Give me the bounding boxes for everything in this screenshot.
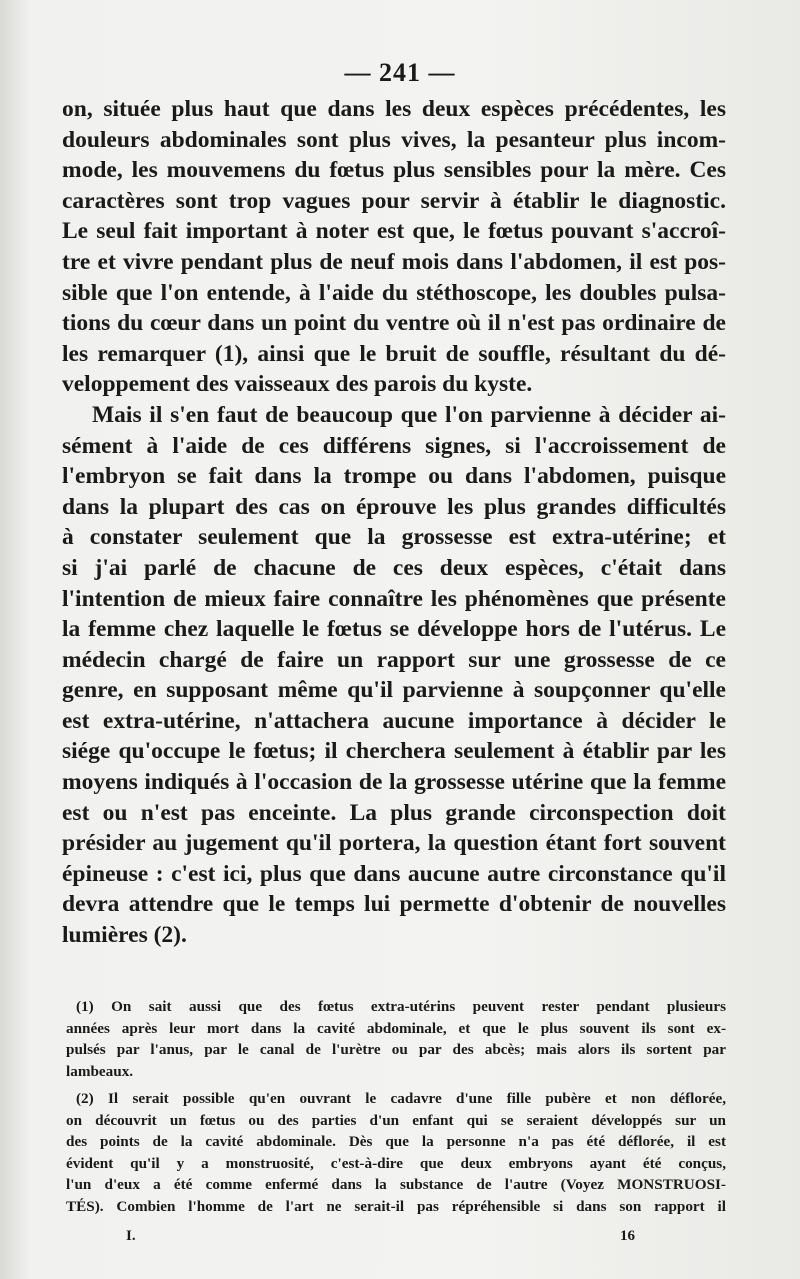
footnote-line: années après leur mort dans la cavité abdominale, et que le plus souvent ils sont ex-	[66, 1019, 726, 1037]
text-line: Mais il s'en faut de beaucoup que l'on parvienne à décider ai-	[92, 401, 726, 428]
text-line: siége qu'occupe le fœtus; il cherchera seulement à établir par les	[62, 738, 726, 765]
text-line: lumières (2).	[62, 922, 187, 949]
text-line: les remarquer (1), ainsi que le bruit de souffle, résultant du dé-	[62, 340, 726, 367]
footnotes	[66, 996, 726, 1217]
text-line: douleurs abdominales sont plus vives, la pesanteur plus incom-	[62, 126, 726, 153]
text-line: est ou n'est pas enceinte. La plus grande circonspection doit	[62, 799, 726, 826]
page-number: — 241 —	[344, 58, 456, 87]
text-line: tions du cœur dans un point du ventre où il n'est pas ordinaire de	[62, 310, 726, 337]
footnote-line: TÉS). Combien l'homme de l'art ne serait-il pas répréhensible si dans son rapport il	[66, 1197, 726, 1215]
text-line: l'intention de mieux faire connaître les phénomènes que présente	[62, 585, 726, 612]
text-line: sément à l'aide de ces différens signes, si l'accroissement de	[62, 432, 726, 459]
footnote-2	[66, 1088, 726, 1217]
text-line: mode, les mouvemens du fœtus plus sensibles pour la mère. Ces	[62, 157, 726, 184]
text-line: présider au jugement qu'il portera, la question étant fort souvent	[62, 830, 726, 857]
text-line: genre, en supposant même qu'il parvienne à soupçonner qu'elle	[62, 677, 726, 704]
footnote-line: l'un d'eux a été comme enfermé dans la substance de l'autre (Voyez MONSTRUOSI-	[66, 1176, 726, 1193]
paragraph-2	[62, 400, 726, 951]
footnote-line: lambeaux.	[66, 1062, 134, 1080]
paragraph-1	[62, 94, 726, 400]
text-line: tre et vivre pendant plus de neuf mois dans l'abdomen, il est pos-	[62, 248, 726, 275]
signature-mark-left: I.	[126, 1228, 136, 1244]
text-line: on, située plus haut que dans les deux espèces précédentes, les	[62, 96, 726, 122]
footnote-line: pulsés par l'anus, par le canal de l'urètre ou par des abcès; mais alors ils sortent par	[66, 1041, 726, 1058]
footnote-line: on découvrit un fœtus ou des parties d'un enfant qui se seraient développés sur un	[66, 1111, 726, 1129]
footnote-line: évident qu'il y a monstruosité, c'est-à-dire que deux embryons ayant été conçus,	[66, 1154, 726, 1172]
text-line: l'embryon se fait dans la trompe ou dans l'abdomen, puisque	[62, 463, 726, 490]
footnote-line: (1) On sait aussi que des fœtus extra-utérins peuvent rester pendant plusieurs	[76, 998, 726, 1015]
footnote-line: (2) Il serait possible qu'en ouvrant le cadavre d'une fille pubère et non déflorée,	[76, 1090, 726, 1107]
text-line: dans la plupart des cas on éprouve les plus grandes difficultés	[62, 493, 726, 520]
text-line: Le seul fait important à noter est que, le fœtus pouvant s'accroî-	[62, 218, 726, 245]
main-text	[62, 94, 726, 951]
text-line: à constater seulement que la grossesse est extra-utérine; et	[62, 524, 726, 551]
text-line: est extra-utérine, n'attachera aucune importance à décider le	[62, 707, 726, 734]
text-line: devra attendre que le temps lui permette d'obtenir de nouvelles	[62, 891, 726, 918]
text-line: moyens indiqués à l'occasion de la grossesse utérine que la femme	[62, 769, 726, 796]
footnote-1	[66, 996, 726, 1082]
text-line: caractères sont trop vagues pour servir à établir le diagnostic.	[62, 187, 726, 214]
text-line: sible que l'on entende, à l'aide du stéthoscope, les doubles pulsa-	[62, 279, 726, 306]
text-line: la femme chez laquelle le fœtus se développe hors de l'utérus. Le	[62, 616, 726, 643]
text-line: veloppement des vaisseaux des parois du kyste.	[62, 371, 533, 398]
text-line: médecin chargé de faire un rapport sur une grossesse de ce	[62, 646, 726, 673]
text-line: épineuse : c'est ici, plus que dans aucune autre circonstance qu'il	[62, 860, 726, 887]
text-line: si j'ai parlé de chacune de ces deux espèces, c'était dans	[62, 554, 726, 581]
signature-mark-right: 16	[620, 1228, 635, 1244]
footnote-line: des points de la cavité abdominale. Dès que la personne n'a pas été déflorée, il est	[66, 1133, 726, 1150]
